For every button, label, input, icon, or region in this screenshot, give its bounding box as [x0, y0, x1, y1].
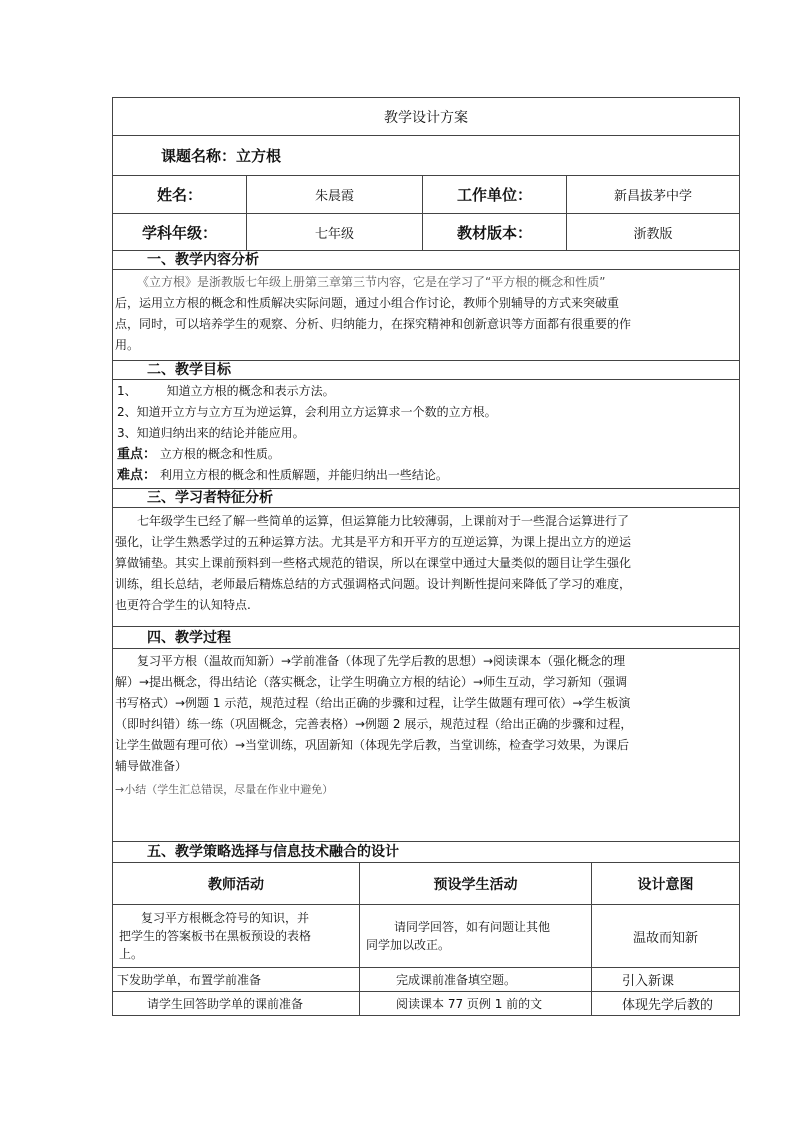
difficulty-text: 利用立方根的概念和性质解题，并能归纳出一些结论。: [159, 468, 448, 482]
learner-line: 七年级学生已经了解一些简单的运算，但运算能力比较薄弱，上课前对于一些混合运算进行了: [137, 514, 630, 528]
grade-value: 七年级: [246, 214, 422, 250]
name-value: 朱晨霞: [246, 176, 422, 213]
process-line: 复习平方根（温故而知新）→学前准备（体现了先学后教的思想）→阅读课本（强化概念的理: [137, 654, 626, 668]
teacher-activity-line: 请学生回答助学单的课前准备: [147, 996, 304, 1011]
student-activity-cell: [359, 992, 591, 1015]
unit-value: 新昌拔茅中学: [566, 176, 739, 213]
document-title-row: [112, 97, 740, 136]
strategy-table-header: [112, 863, 740, 905]
design-intent-cell: 引入新课: [591, 968, 739, 991]
content-line: 《立方根》是浙教版七年级上册第三章第三节内容，它是在学习了“平方根的概念和性质”: [137, 275, 606, 289]
student-activity-cell: [359, 905, 591, 967]
edition-label: 教材版本：: [422, 214, 566, 250]
learner-line: 也更符合学生的认知特点.: [115, 598, 251, 612]
student-activity-line: 请同学回答，如有问题让其他: [394, 920, 551, 934]
teacher-activity-cell: [113, 968, 359, 991]
student-activity-line: 同学加以改正。: [366, 938, 451, 952]
key-point: [113, 444, 739, 465]
section-heading-objectives: 二、教学目标: [112, 361, 740, 380]
student-activity-line: 完成课前准备填空题。: [396, 972, 517, 987]
objective-item: [113, 381, 739, 402]
key-point-label: 重点：: [117, 447, 157, 462]
section-body-objectives: [112, 380, 740, 489]
teacher-activity-line: 把学生的答案板书在黑板预设的表格: [119, 929, 312, 943]
content-line: 点，同时，可以培养学生的观察、分析、归纳能力，在探究精神和创新意识等方面都有很重要的作: [115, 317, 632, 331]
student-activity-line: 阅读课本 77 页例 1 前的文: [396, 996, 543, 1011]
teacher-activity-line: 下发助学单，布置学前准备: [117, 972, 262, 987]
edition-value: 浙教版: [566, 214, 739, 250]
student-activity-cell: [359, 968, 591, 991]
lesson-plan-document: [112, 97, 740, 1016]
objective-text: 知道立方根的概念和表示方法。: [166, 384, 335, 398]
process-summary: →小结（学生汇总错误，尽量在作业中避免）: [115, 783, 334, 796]
section-heading-content-analysis: 一、教学内容分析: [112, 251, 740, 270]
course-row: [112, 136, 740, 176]
content-line: 用。: [115, 338, 140, 352]
teacher-activity-line: 复习平方根概念符号的知识，并: [141, 911, 310, 925]
content-line: 后，运用立方根的概念和性质解决实际问题，通过小组合作讨论，教师个别辅导的方式来突破重: [115, 296, 620, 310]
teacher-activity-cell: [113, 905, 359, 967]
name-label: 姓名：: [156, 186, 202, 204]
difficulty-point: [113, 465, 739, 486]
design-intent-cell: 温故而知新: [591, 905, 739, 967]
section-body-teaching-process: [112, 649, 740, 842]
column-header-teacher: 教师活动: [208, 876, 264, 893]
section-body-learner-analysis: [112, 508, 740, 627]
process-line: （即时纠错）练一练（巩固概念，完善表格）→例题 2 展示，规范过程（给出正确的步骤和过程，: [115, 717, 633, 731]
objective-item: 3、知道归纳出来的结论并能应用。: [117, 426, 305, 440]
learner-line: 训练，组长总结，老师最后精炼总结的方式强调格式问题。设计判断性提问来降低了学习的难度，: [115, 577, 632, 591]
teacher-activity-line: 上。: [119, 947, 144, 961]
info-row-grade: [112, 214, 740, 251]
objective-number: 1、: [117, 384, 137, 398]
design-intent-cell: 体现先学后教的: [591, 992, 739, 1015]
course-label: 课题名称：: [161, 147, 237, 165]
learner-line: 强化，让学生熟悉学过的五种运算方法。尤其是平方和开平方的互逆运算，为课上提出立方的逆运: [115, 535, 632, 549]
column-header-intent: 设计意图: [591, 863, 739, 904]
section-heading-teaching-process: 四、教学过程: [112, 627, 740, 649]
document-title: 教学设计方案: [384, 109, 468, 126]
process-line: 解）→提出概念，得出结论（落实概念，让学生明确立方根的结论）→师生互动，学习新知（强调: [115, 675, 628, 689]
table-row: [112, 968, 740, 992]
process-line: 书写格式）→例题 1 示范，规范过程（给出正确的步骤和过程，让学生做题有理可依）→学生板演: [115, 696, 631, 710]
teacher-activity-cell: [113, 992, 359, 1015]
learner-line: 算做铺垫。其实上课前预料到一些格式规范的错误，所以在课堂中通过大量类似的题目让学生强化: [115, 556, 632, 570]
section-body-content-analysis: [112, 270, 740, 361]
grade-label: 学科年级：: [141, 223, 217, 242]
info-row-name: [112, 176, 740, 214]
difficulty-label: 难点：: [117, 468, 157, 483]
process-line: 辅导做准备）: [115, 759, 188, 773]
section-heading-strategy: 五、教学策略选择与信息技术融合的设计: [112, 842, 740, 863]
key-point-text: 立方根的概念和性质。: [159, 447, 280, 461]
table-row: [112, 992, 740, 1016]
table-row: [112, 905, 740, 968]
objective-item: 2、知道开立方与立方互为逆运算，会利用立方运算求一个数的立方根。: [117, 405, 497, 419]
process-line: 让学生做题有理可依）→当堂训练，巩固新知（体现先学后教，当堂训练，检查学习效果，为课后: [115, 738, 630, 752]
column-header-student: 预设学生活动: [359, 863, 591, 904]
section-heading-learner-analysis: 三、学习者特征分析: [112, 489, 740, 508]
unit-label: 工作单位：: [422, 176, 566, 213]
course-value: 立方根: [236, 147, 282, 165]
